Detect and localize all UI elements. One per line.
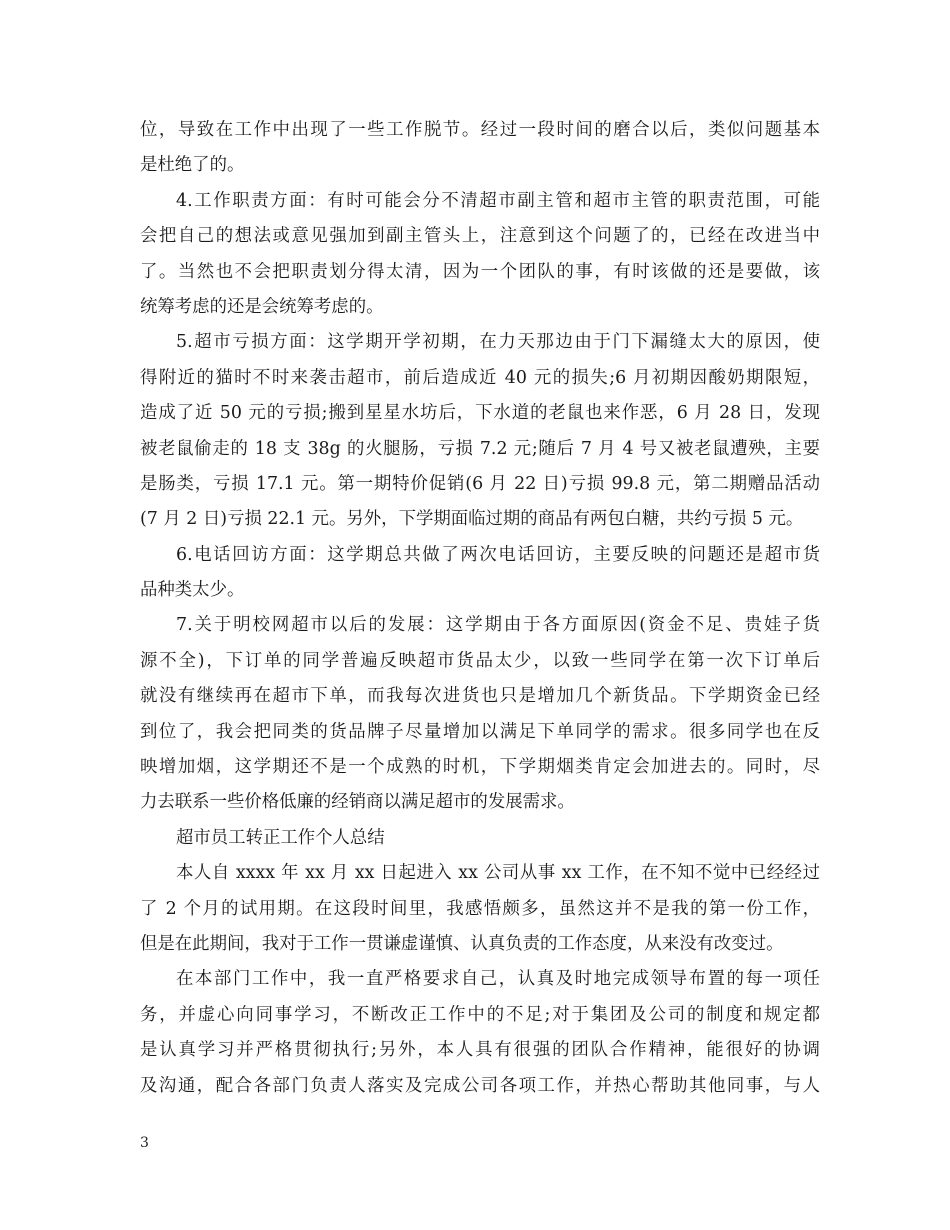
page-number: 3 — [140, 1135, 149, 1151]
text-line: (7 月 2 日)亏损 22.1 元。另外，下学期面临过期的商品有两包白糖，共约亏损 5 元。 — [140, 509, 804, 530]
text-line: 4.工作职责方面：有时可能会分不清超市副主管和超市主管的职责范围，可能 — [176, 190, 820, 211]
text-line: 是杜绝了的。 — [140, 155, 245, 176]
text-line: 被老鼠偷走的 18 支 38g 的火腿肠，亏损 7.2 元;随后 7 月 4 号又被老鼠遭殃，主要 — [140, 438, 820, 459]
text-line: 得附近的猫时不时来袭击超市，前后造成近 40 元的损失;6 月初期因酸奶期限短， — [140, 367, 820, 388]
document-body — [140, 113, 820, 1104]
paragraph-item-4 — [140, 184, 820, 326]
text-line: 是认真学习并严格贯彻执行;另外，本人具有很强的团队合作精神，能很好的协调 — [140, 1040, 820, 1061]
text-line: 6.电话回访方面：这学期总共做了两次电话回访，主要反映的问题还是超市货 — [176, 544, 820, 565]
text-line: 造成了近 50 元的亏损;搬到星星水坊后，下水道的老鼠也来作恶，6 月 28 日，发现 — [140, 403, 820, 424]
text-line: 是肠类，亏损 17.1 元。第一期特价促销(6 月 22 日)亏损 99.8 元，第二期赠品活动 — [140, 473, 820, 494]
text-line: 本人自 xxxx 年 xx 月 xx 日起进入 xx 公司从事 xx 工作，在不知不觉中已经经过 — [176, 863, 820, 884]
text-line: 了 2 个月的试用期。在这段时间里，我感悟颇多，虽然这并不是我的第一份工作， — [140, 898, 820, 919]
text-line: 统筹考虑的还是会统筹考虑的。 — [140, 296, 384, 317]
paragraph-item-6 — [140, 538, 820, 609]
section-title: 超市员工转正工作个人总结 — [176, 827, 385, 848]
text-line: 位，导致在工作中出现了一些工作脱节。经过一段时间的磨合以后，类似问题基本 — [140, 120, 820, 140]
section-heading — [140, 821, 820, 856]
text-line: 会把自己的想法或意见强加到副主管头上，注意到这个问题了的，已经在改进当中 — [140, 226, 820, 247]
text-line: 务，并虚心向同事学习，不断改正工作中的不足;对于集团及公司的制度和规定都 — [140, 1004, 820, 1025]
text-line: 5.超市亏损方面：这学期开学初期，在力天那边由于门下漏缝太大的原因，使 — [176, 332, 820, 353]
text-line: 源不全)，下订单的同学普遍反映超市货品太少，以致一些同学在第一次下订单后 — [140, 650, 820, 671]
text-line: 了。当然也不会把职责划分得太清，因为一个团队的事，有时该做的还是要做，该 — [140, 261, 820, 282]
text-line: 到位了，我会把同类的货品牌子尽量增加以满足下单同学的需求。很多同学也在反 — [140, 721, 820, 742]
text-line: 就没有继续再在超市下单，而我每次进货也只是增加几个新货品。下学期资金已经 — [140, 686, 820, 707]
text-line: 7.关于明校网超市以后的发展：这学期由于各方面原因(资金不足、贵娃子货 — [176, 615, 820, 636]
text-line: 品种类太少。 — [140, 580, 245, 601]
text-line: 及沟通，配合各部门负责人落实及完成公司各项工作，并热心帮助其他同事，与人 — [140, 1075, 820, 1096]
paragraph-department-work — [140, 962, 820, 1104]
paragraph-item-5 — [140, 325, 820, 537]
paragraph-item-7 — [140, 608, 820, 820]
text-line: 力去联系一些价格低廉的经销商以满足超市的发展需求。 — [140, 792, 575, 813]
text-line: 在本部门工作中，我一直严格要求自己，认真及时地完成领导布置的每一项任 — [176, 969, 820, 990]
paragraph-continuation — [140, 113, 820, 184]
paragraph-intro — [140, 856, 820, 962]
text-line: 但是在此期间，我对于工作一贯谦虚谨慎、认真负责的工作态度，从来没有改变过。 — [140, 933, 784, 954]
text-line: 映增加烟，这学期还不是一个成熟的时机，下学期烟类肯定会加进去的。同时，尽 — [140, 757, 820, 778]
